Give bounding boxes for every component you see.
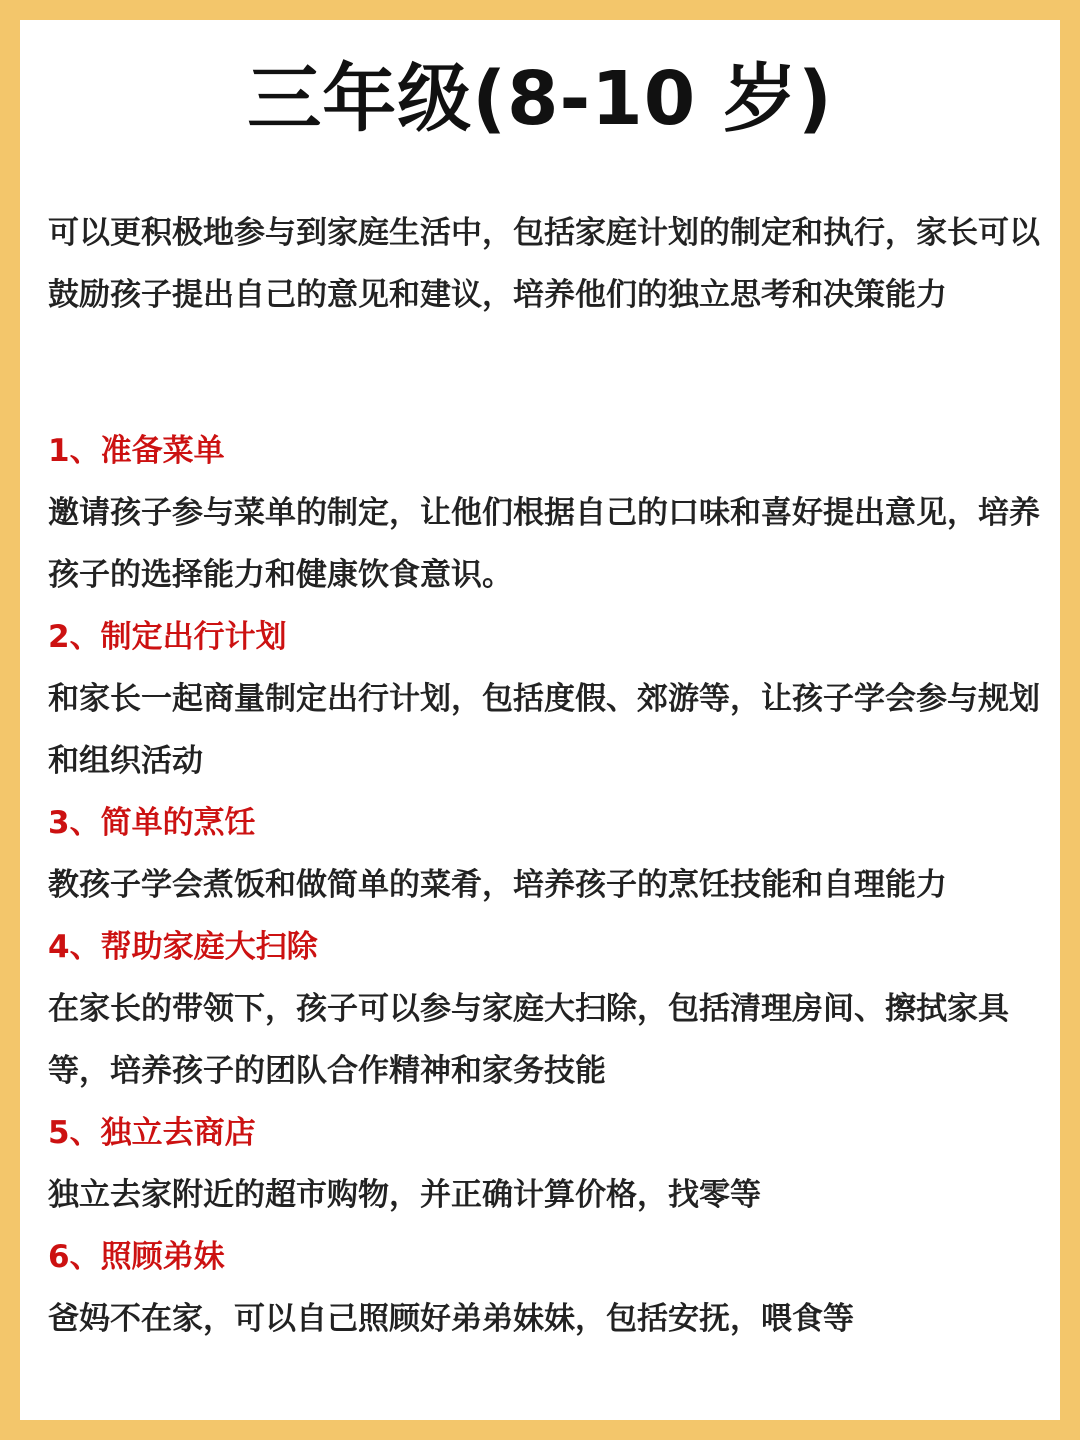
item-body: 爸妈不在家，可以自己照顾好弟弟妹妹，包括安抚，喂食等 bbox=[48, 1301, 854, 1337]
item-heading: 2、制定出行计划 bbox=[48, 619, 287, 655]
list-item bbox=[48, 792, 1043, 916]
item-heading: 6、照顾弟妹 bbox=[48, 1239, 225, 1275]
item-body: 在家长的带领下，孩子可以参与家庭大扫除，包括清理房间、擦拭家具等，培养孩子的团队合作精神和家务技能 bbox=[48, 991, 1009, 1089]
item-body: 邀请孩子参与菜单的制定，让他们根据自己的口味和喜好提出意见，培养孩子的选择能力和健康饮食意识。 bbox=[48, 495, 1040, 593]
item-body: 和家长一起商量制定出行计划，包括度假、郊游等，让孩子学会参与规划和组织活动 bbox=[48, 681, 1040, 779]
intro-paragraph: 可以更积极地参与到家庭生活中，包括家庭计划的制定和执行，家长可以鼓励孩子提出自己的意见和建议，培养他们的独立思考和决策能力 bbox=[48, 215, 1040, 313]
content-card bbox=[20, 20, 1060, 1420]
item-heading: 5、独立去商店 bbox=[48, 1115, 256, 1151]
item-list bbox=[48, 420, 1043, 1350]
item-heading: 3、简单的烹饪 bbox=[48, 805, 256, 841]
item-body: 独立去家附近的超市购物，并正确计算价格，找零等 bbox=[48, 1177, 761, 1213]
list-item bbox=[48, 1102, 1043, 1226]
list-item bbox=[48, 916, 1043, 1102]
item-body: 教孩子学会煮饭和做简单的菜肴，培养孩子的烹饪技能和自理能力 bbox=[48, 867, 947, 903]
page-title: 三年级(8-10 岁) bbox=[247, 56, 833, 142]
list-item bbox=[48, 606, 1043, 792]
item-heading: 1、准备菜单 bbox=[48, 433, 225, 469]
item-heading: 4、帮助家庭大扫除 bbox=[48, 929, 318, 965]
list-item bbox=[48, 1226, 1043, 1350]
list-item bbox=[48, 420, 1043, 606]
